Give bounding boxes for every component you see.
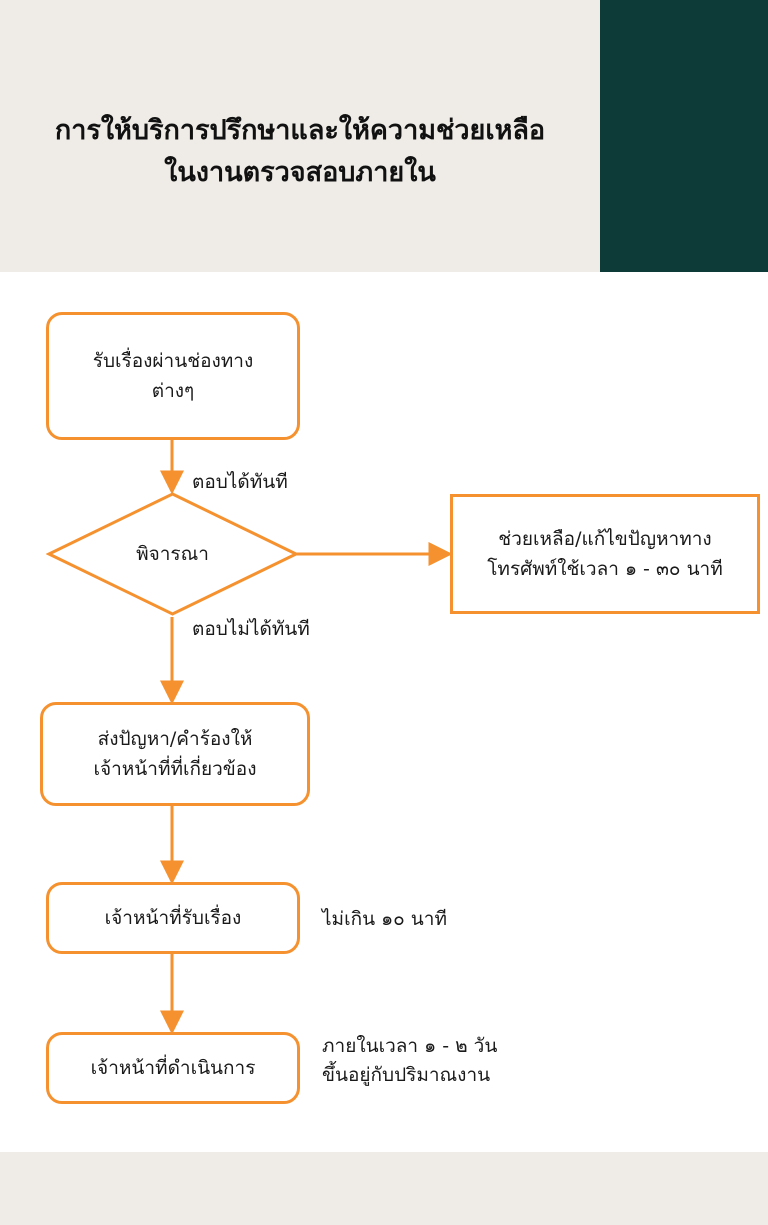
- header-band: [0, 0, 768, 272]
- node-receive: [46, 312, 300, 440]
- node-consider-label: พิจารณา: [136, 543, 209, 565]
- annotation-officer-action-time: [322, 1032, 497, 1089]
- node-officer-action: [46, 1032, 300, 1104]
- node-officer-receive: [46, 882, 300, 954]
- node-officer-action-line-1: เจ้าหน้าที่ดำเนินการ: [90, 1056, 256, 1079]
- edge-label-answer-not-now: ตอบไม่ได้ทันที: [192, 618, 310, 640]
- annotation-officer-action-time-line-1: ภายในเวลา ๑ - ๒ วัน: [322, 1035, 498, 1057]
- node-phone-help-line-1: ช่วยเหลือ/แก้ไขปัญหาทาง: [498, 527, 712, 550]
- node-phone-help: [450, 494, 760, 614]
- footer-band: [0, 1152, 768, 1225]
- flowchart-canvas: [0, 272, 768, 1152]
- edge-label-answer-now: ตอบได้ทันที: [192, 471, 288, 493]
- annotation-officer-action-time-line-2: ขึ้นอยู่กับปริมาณงาน: [322, 1063, 491, 1086]
- node-phone-help-line-2: โทรศัพท์ใช้เวลา ๑ - ๓๐ นาที: [487, 558, 723, 580]
- node-consider: [46, 491, 299, 617]
- page-title-line-2: ในงานตรวจสอบภายใน: [164, 156, 436, 188]
- node-forward-line-2: เจ้าหน้าที่ที่เกี่ยวข้อง: [93, 758, 257, 780]
- node-forward: [40, 702, 310, 806]
- page-title: [0, 110, 600, 194]
- header-accent-block: [600, 0, 768, 272]
- node-officer-receive-line-1: เจ้าหน้าที่รับเรื่อง: [104, 906, 242, 929]
- annotation-officer-receive-time: ไม่เกิน ๑๐ นาที: [322, 908, 447, 930]
- node-forward-line-1: ส่งปัญหา/คำร้องให้: [97, 727, 253, 750]
- node-receive-line-2: ต่างๆ: [151, 380, 195, 402]
- node-receive-line-1: รับเรื่องผ่านช่องทาง: [92, 349, 254, 372]
- page-title-line-1: การให้บริการปรึกษาและให้ความช่วยเหลือ: [54, 115, 546, 146]
